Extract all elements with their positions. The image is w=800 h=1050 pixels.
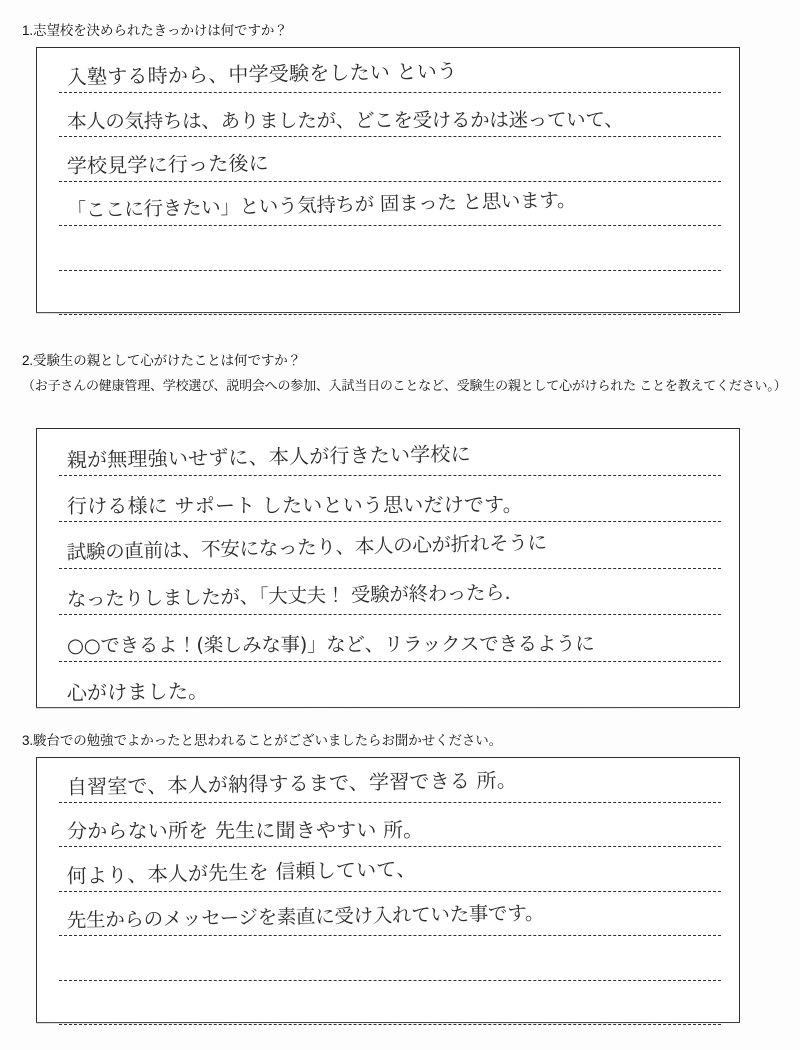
answer-line-row [37, 429, 739, 476]
question-3-block [0, 728, 800, 753]
question-3-label: 3.駿台での勉強でよかったと思われることがございましたらお聞かせください。 [22, 733, 503, 748]
handwriting-line: ○○できるよ！(楽しみな事)」など、リラックスできるように [66, 632, 595, 658]
handwriting-line: 先生からのメッセージを素直に受け入れていた事です。 [66, 901, 545, 932]
scan-artifact [36, 707, 742, 709]
handwriting-line: 試験の直前は、不安になったり、本人の心が折れそうに [66, 531, 547, 565]
answer-line-row [37, 981, 739, 1026]
answer-line-row [37, 271, 739, 316]
question-1-label: 1.志望校を決められたきっかけは何ですか？ [22, 23, 288, 38]
answer-box-2[interactable] [36, 428, 740, 708]
answer-line-row [37, 226, 739, 271]
answer-box-1[interactable] [36, 47, 740, 313]
answer-line-row [37, 137, 739, 182]
answer-line-row [37, 93, 739, 138]
handwriting-line: 分からない所を 先生に聞きやすい 所。 [66, 817, 424, 843]
handwriting-line: 心がけました。 [66, 678, 209, 705]
question-1-block [0, 18, 800, 43]
handwriting-line: 何より、本人が先生を 信頼していて、 [66, 856, 417, 888]
handwriting-line: 入塾する時から、中学受験をしたい という [66, 58, 458, 89]
handwriting-line: 本人の気持ちは、ありましたが、どこを受けるかは迷っていて、 [66, 107, 624, 133]
answer-line-row [37, 615, 739, 662]
handwriting-line: 自習室で、本人が納得するまで、学習できる 所。 [66, 767, 518, 799]
answer-box-3[interactable] [36, 757, 740, 1023]
question-2-block [0, 348, 800, 398]
handwriting-line: なったりしましたが、「大丈夫！ 受験が終わったら. [66, 580, 511, 611]
answer-line-row [37, 662, 739, 709]
answer-line-row [37, 936, 739, 981]
answer-line-row [37, 476, 739, 523]
question-2-sublabel: （お子さんの健康管理、学校選び、説明会への参加、入試当日のことなど、受験生の親として心がけられた ことを教えてください。） [22, 378, 787, 393]
handwriting-line: 「ここに行きたい」という気持ちが 固まった と思います。 [66, 187, 577, 222]
answer-line-row [37, 48, 739, 93]
answer-line-row [37, 847, 739, 892]
answer-line-row [37, 569, 739, 616]
answer-line-row [37, 522, 739, 569]
answer-line-row [37, 892, 739, 937]
answer-line-row [37, 758, 739, 803]
ruled-lines-3 [37, 758, 739, 1022]
question-2-label: 2.受験生の親として心がけたことは何ですか？ [22, 353, 302, 368]
answer-line-row [37, 182, 739, 227]
ruled-lines-2 [37, 429, 739, 707]
ruled-lines-1 [37, 48, 739, 312]
scan-artifact [36, 1022, 742, 1024]
handwriting-line: 行ける様に サポート したいという思いだけです。 [66, 492, 523, 519]
answer-line-row [37, 803, 739, 848]
handwriting-line: 学校見学に行った後に [66, 150, 270, 178]
scan-artifact [36, 312, 742, 314]
handwriting-line: 親が無理強いせずに、本人が行きたい学校に [66, 441, 471, 472]
